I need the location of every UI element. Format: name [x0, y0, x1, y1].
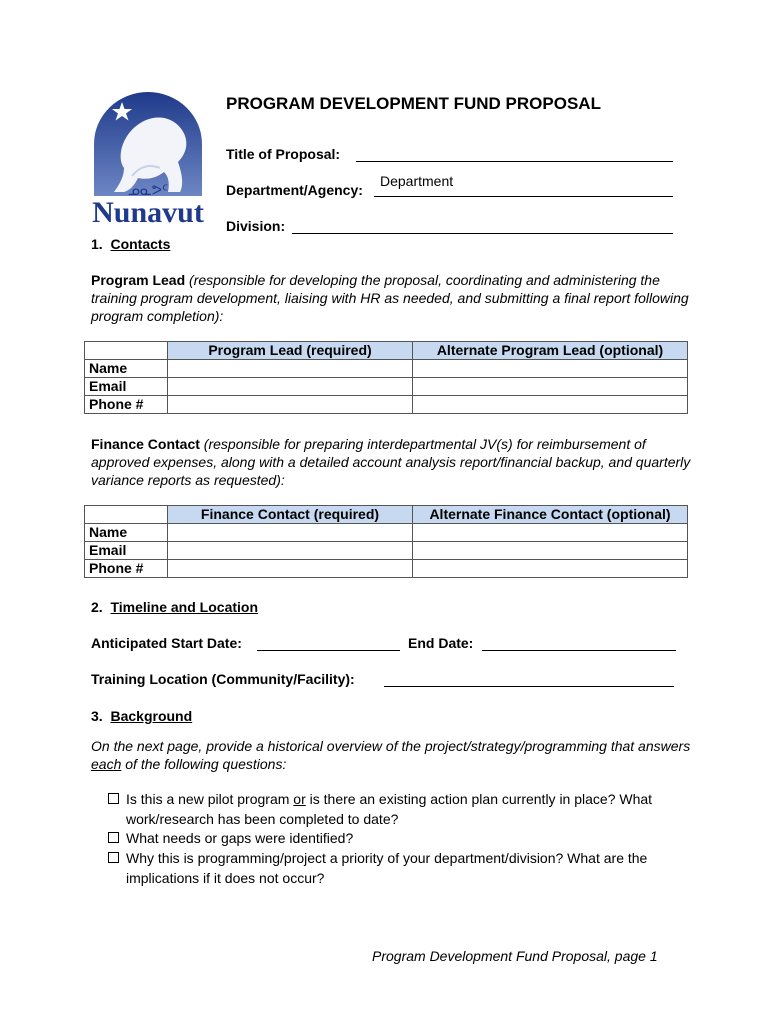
section-1-heading: [91, 236, 170, 252]
nunavut-emblem-icon: [90, 92, 206, 232]
finance-contact-label: Finance Contact: [91, 436, 200, 452]
program-lead-label: Program Lead: [91, 272, 186, 288]
section-1-number: 1.: [91, 236, 103, 252]
alt-finance-contact-name-cell[interactable]: [413, 524, 688, 542]
title-of-proposal-label: Title of Proposal:: [226, 146, 341, 162]
end-date-field[interactable]: [482, 650, 676, 651]
row-label-email: Email: [85, 378, 168, 396]
question-2: [108, 828, 696, 848]
section-2-title: Timeline and Location: [110, 599, 259, 615]
checkbox-icon[interactable]: [108, 832, 119, 843]
division-field[interactable]: [292, 233, 673, 234]
start-date-field[interactable]: [257, 650, 400, 651]
page-title: PROGRAM DEVELOPMENT FUND PROPOSAL: [226, 94, 601, 113]
section-3-number: 3.: [91, 708, 103, 724]
department-field-value[interactable]: Department: [380, 173, 454, 189]
finance-contact-name-cell[interactable]: [168, 524, 413, 542]
program-lead-name-cell[interactable]: [168, 360, 413, 378]
row-label-phone: Phone #: [85, 560, 168, 578]
table-header-blank: [85, 506, 168, 524]
program-lead-email-cell[interactable]: [168, 378, 413, 396]
table-header-alt-finance-contact: Alternate Finance Contact (optional): [413, 506, 688, 524]
question-3-text: Why this is programming/project a priority of your department/division? What are the implications if it does not occur?: [126, 850, 648, 886]
alt-finance-contact-email-cell[interactable]: [413, 542, 688, 560]
logo-syllabics: ᓄᓇᕗᑦ: [127, 183, 169, 199]
question-3: [108, 848, 696, 888]
row-label-name: Name: [85, 360, 168, 378]
row-label-email: Email: [85, 542, 168, 560]
finance-contact-desc: (responsible for preparing interdepartmental JV(s) for reimbursement of approved expenses, along with a detailed account analysis report/financial backup, and quarterly variance reports as requested):: [91, 436, 691, 488]
finance-contact-description: [91, 435, 691, 489]
department-label: Department/Agency:: [226, 182, 363, 198]
division-label: Division:: [226, 218, 286, 234]
table-header-finance-contact: Finance Contact (required): [168, 506, 413, 524]
department-field[interactable]: [374, 196, 673, 197]
program-lead-phone-cell[interactable]: [168, 396, 413, 414]
alt-program-lead-name-cell[interactable]: [413, 360, 688, 378]
table-header-alt-program-lead: Alternate Program Lead (optional): [413, 342, 688, 360]
background-intro-text-1: On the next page, provide a historical overview of the project/strategy/programming that answers: [91, 738, 691, 754]
finance-contact-email-cell[interactable]: [168, 542, 413, 560]
background-intro-each: each: [91, 756, 122, 772]
logo-wordmark: Nunavut: [92, 196, 204, 229]
end-date-label: End Date:: [408, 635, 474, 651]
question-1-text-2: is there an existing action plan currently in place? What work/research has been completed to date?: [126, 791, 653, 827]
section-2-number: 2.: [91, 599, 103, 615]
title-of-proposal-field[interactable]: [356, 161, 673, 162]
finance-contact-table: [84, 505, 688, 578]
question-1: [108, 789, 696, 829]
training-location-field[interactable]: [384, 686, 674, 687]
section-2-heading: [91, 599, 258, 615]
section-3-title: Background: [110, 708, 193, 724]
program-lead-table: [84, 341, 688, 414]
question-1-or: or: [293, 791, 306, 807]
checkbox-icon[interactable]: [108, 852, 119, 863]
nunavut-logo: [90, 92, 206, 232]
table-header-program-lead: Program Lead (required): [168, 342, 413, 360]
question-2-text: What needs or gaps were identified?: [126, 830, 354, 846]
section-1-title: Contacts: [110, 236, 171, 252]
program-lead-desc: (responsible for developing the proposal, coordinating and administering the training program development, liaising with HR as needed, and submitting a final report following program completion):: [91, 272, 689, 324]
alt-program-lead-phone-cell[interactable]: [413, 396, 688, 414]
row-label-phone: Phone #: [85, 396, 168, 414]
checkbox-icon[interactable]: [108, 793, 119, 804]
background-intro-text-2: of the following questions:: [121, 756, 287, 772]
row-label-name: Name: [85, 524, 168, 542]
section-3-heading: [91, 708, 192, 724]
alt-program-lead-email-cell[interactable]: [413, 378, 688, 396]
background-intro: [91, 737, 691, 773]
finance-contact-phone-cell[interactable]: [168, 560, 413, 578]
question-1-text-1: Is this a new pilot program: [126, 791, 294, 807]
table-header-blank: [85, 342, 168, 360]
training-location-label: Training Location (Community/Facility):: [91, 671, 355, 687]
program-lead-description: [91, 271, 691, 325]
alt-finance-contact-phone-cell[interactable]: [413, 560, 688, 578]
page-footer: Program Development Fund Proposal, page 1: [372, 948, 658, 964]
start-date-label: Anticipated Start Date:: [91, 635, 242, 651]
